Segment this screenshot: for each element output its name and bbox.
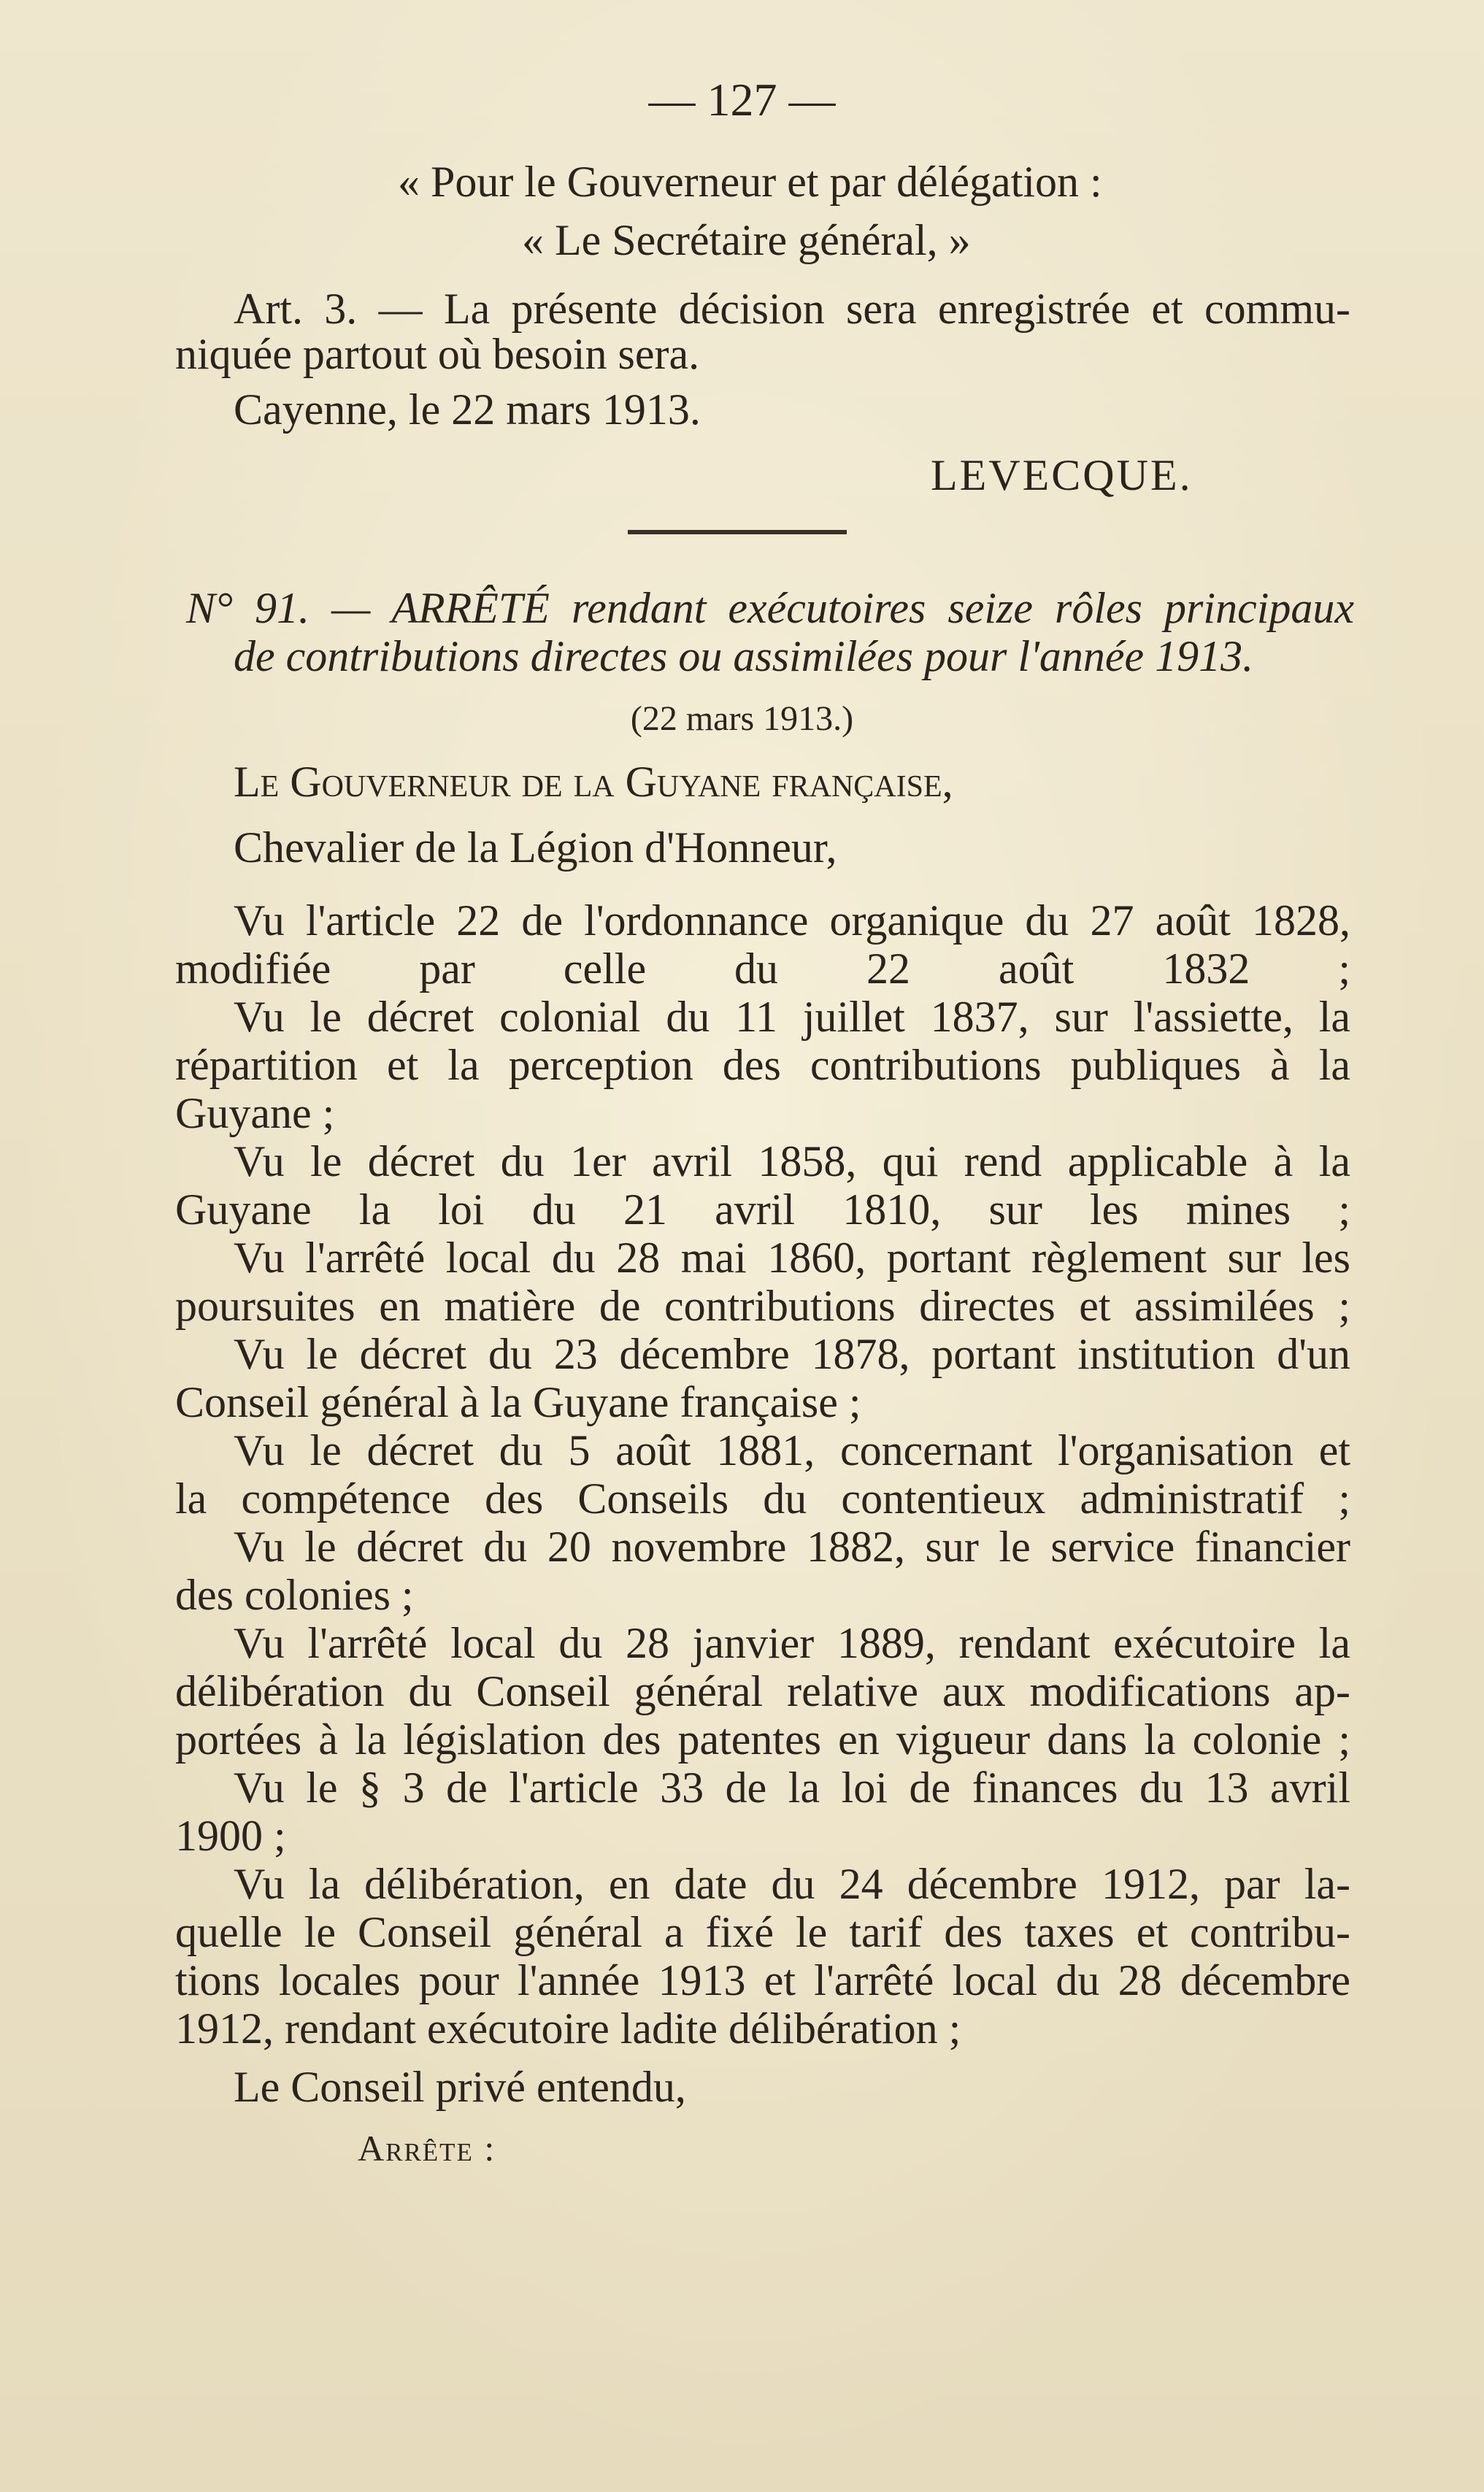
arrete-title-line2: de contributions directes ou assimilées pour l'année 1913. [234, 632, 1254, 680]
body-line: Vu le décret du 20 novembre 1882, sur le service financier [234, 1523, 1350, 1571]
body-line: répartition et la perception des contributions publiques à la [175, 1041, 1350, 1089]
body-line: Vu le décret du 23 décembre 1878, portant institution d'un [234, 1330, 1350, 1378]
arrete-label: Arrête : [358, 2128, 496, 2169]
delegation-line: « Pour le Gouverneur et par délégation : [398, 158, 1102, 206]
arrete-title-line1: N° 91. — ARRÊTÉ rendant exécutoires seize rôles principaux [186, 584, 1354, 632]
arrete-date: (22 mars 1913.) [630, 699, 854, 738]
body-line: Conseil général à la Guyane française ; [175, 1378, 861, 1426]
page-number: — 127 — [648, 74, 836, 126]
body-line: la compétence des Conseils du contentieux administratif ; [175, 1474, 1350, 1523]
body-line: Vu l'article 22 de l'ordonnance organique du 27 août 1828, [234, 896, 1350, 945]
body-line: Vu la délibération, en date du 24 décembre 1912, par la- [234, 1860, 1350, 1908]
body-line: Guyane ; [175, 1089, 335, 1137]
body-line: Vu le § 3 de l'article 33 de la loi de finances du 13 avril [234, 1764, 1350, 1812]
signature: LEVECQUE. [931, 451, 1193, 499]
body-line: quelle le Conseil général a fixé le tarif des taxes et contribu- [175, 1908, 1350, 1956]
body-line: poursuites en matière de contributions directes et assimilées ; [175, 1282, 1350, 1330]
body-line: délibération du Conseil général relative aux modifications ap- [175, 1667, 1350, 1715]
section-divider [628, 530, 847, 534]
body-line: des colonies ; [175, 1571, 414, 1619]
article3-line2: niquée partout où besoin sera. [175, 330, 700, 378]
body-line: Vu l'arrêté local du 28 janvier 1889, rendant exécutoire la [234, 1619, 1350, 1667]
secretary-line: « Le Secrétaire général, » [522, 216, 971, 264]
body-line: Vu le décret colonial du 11 juillet 1837, sur l'assiette, la [234, 993, 1350, 1041]
place-date: Cayenne, le 22 mars 1913. [234, 385, 701, 434]
body-line: 1912, rendant exécutoire ladite délibération ; [175, 2004, 961, 2053]
article3-line1: Art. 3. — La présente décision sera enregistrée et commu- [234, 285, 1350, 333]
governor-line: Le Gouverneur de la Guyane française, [234, 758, 953, 806]
body-line: Vu le décret du 1er avril 1858, qui rend applicable à la [234, 1137, 1350, 1185]
body-line: tions locales pour l'année 1913 et l'arrêté local du 28 décembre [175, 1956, 1350, 2004]
conseil-line: Le Conseil privé entendu, [234, 2063, 686, 2111]
body-line: Vu le décret du 5 août 1881, concernant l'organisation et [234, 1426, 1350, 1474]
body-line: 1900 ; [175, 1812, 286, 1860]
body-line: Guyane la loi du 21 avril 1810, sur les mines ; [175, 1185, 1350, 1234]
body-line: modifiée par celle du 22 août 1832 ; [175, 945, 1350, 993]
body-line: portées à la législation des patentes en vigueur dans la colonie ; [175, 1715, 1350, 1764]
chevalier-line: Chevalier de la Légion d'Honneur, [234, 823, 837, 872]
body-line: Vu l'arrêté local du 28 mai 1860, portant règlement sur les [234, 1234, 1350, 1282]
